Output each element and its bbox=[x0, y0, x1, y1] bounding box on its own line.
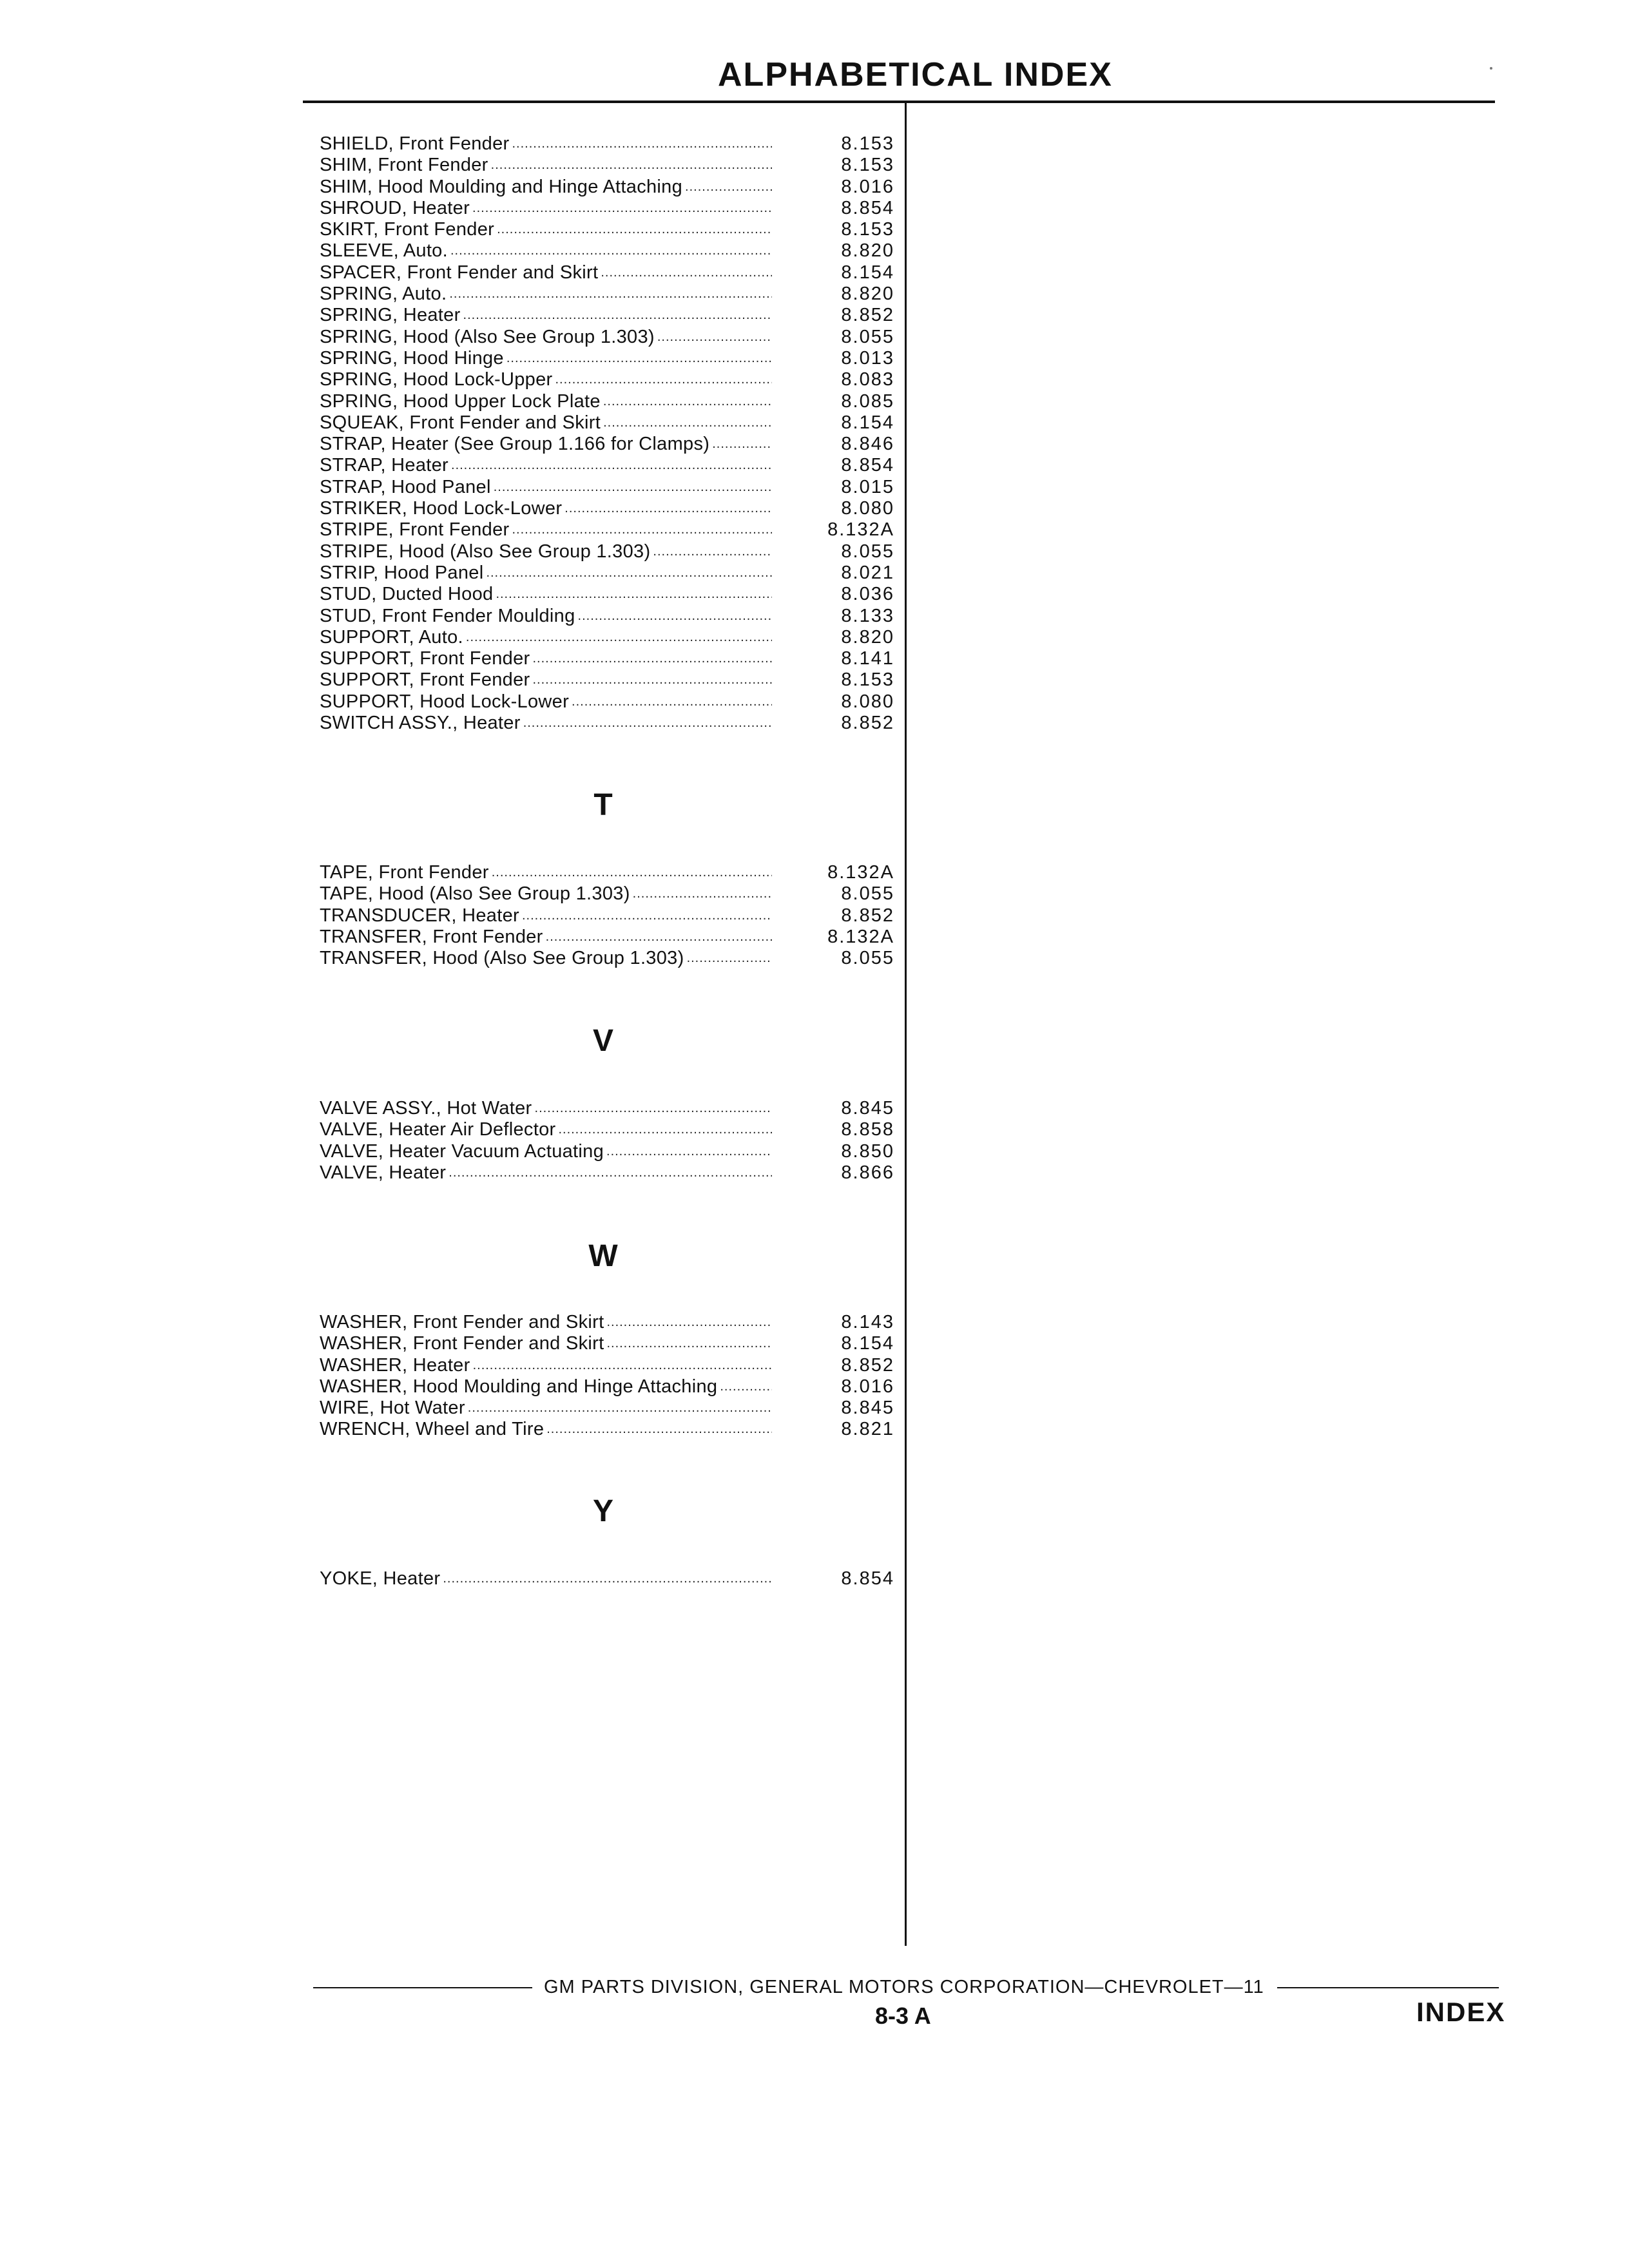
dot-leader bbox=[712, 434, 772, 455]
dot-leader bbox=[603, 412, 772, 434]
dot-leader bbox=[603, 391, 772, 412]
entry-label: SHIM, Hood Moulding and Hinge Attaching bbox=[320, 176, 683, 197]
entry-label: SKIRT, Front Fender bbox=[320, 219, 495, 240]
entry-page-ref: 8.013 bbox=[841, 347, 894, 369]
entry-page-ref: 8.015 bbox=[841, 476, 894, 497]
index-entry bbox=[320, 305, 894, 326]
entry-page-ref: 8.153 bbox=[841, 133, 894, 154]
entry-page-ref: 8.132A bbox=[827, 926, 894, 947]
dot-leader bbox=[578, 606, 772, 627]
entry-label: VALVE, Heater Air Deflector bbox=[320, 1119, 556, 1140]
entry-label: WIRE, Hot Water bbox=[320, 1398, 465, 1419]
entry-page-ref: 8.083 bbox=[841, 369, 894, 390]
dot-leader bbox=[546, 927, 772, 948]
letter-heading-w: W bbox=[588, 1239, 618, 1273]
entry-label: VALVE ASSY., Hot Water bbox=[320, 1098, 532, 1119]
scan-speck bbox=[1490, 67, 1492, 70]
page-number: 8-3 A bbox=[875, 2003, 931, 2029]
index-entry bbox=[320, 498, 894, 519]
index-entry bbox=[320, 219, 894, 240]
entry-label: SLEEVE, Auto. bbox=[320, 240, 448, 262]
index-entry bbox=[320, 905, 894, 927]
entry-label: WASHER, Heater bbox=[320, 1354, 470, 1376]
index-entry bbox=[320, 927, 894, 948]
index-entry bbox=[320, 348, 894, 369]
entry-page-ref: 8.866 bbox=[841, 1162, 894, 1183]
entry-page-ref: 8.055 bbox=[841, 883, 894, 905]
index-entry bbox=[320, 391, 894, 412]
index-entry bbox=[320, 455, 894, 476]
column-divider bbox=[905, 103, 907, 1946]
entry-label: VALVE, Heater bbox=[320, 1162, 447, 1183]
dot-leader bbox=[558, 1119, 772, 1140]
entry-label: WRENCH, Wheel and Tire bbox=[320, 1419, 545, 1440]
index-entry bbox=[320, 606, 894, 627]
entry-page-ref: 8.154 bbox=[841, 1333, 894, 1354]
letter-heading-v: V bbox=[592, 1024, 613, 1058]
index-entry bbox=[320, 1376, 894, 1398]
dot-leader bbox=[472, 198, 772, 219]
entry-page-ref: 8.854 bbox=[841, 197, 894, 218]
index-section-w bbox=[320, 1312, 894, 1441]
index-entry bbox=[320, 669, 894, 691]
dot-leader bbox=[468, 1398, 772, 1419]
dot-leader bbox=[491, 155, 772, 176]
entry-page-ref: 8.132A bbox=[827, 519, 894, 541]
index-entry bbox=[320, 198, 894, 219]
dot-leader bbox=[533, 648, 773, 669]
entry-page-ref: 8.143 bbox=[841, 1312, 894, 1332]
index-entry bbox=[320, 1333, 894, 1354]
entry-page-ref: 8.858 bbox=[841, 1119, 894, 1140]
title-rule bbox=[303, 101, 1495, 103]
index-entry bbox=[320, 627, 894, 648]
dot-leader bbox=[685, 177, 772, 198]
entry-page-ref: 8.852 bbox=[841, 905, 894, 926]
entry-label: SHIELD, Front Fender bbox=[320, 133, 510, 154]
index-entry bbox=[320, 177, 894, 198]
entry-page-ref: 8.021 bbox=[841, 562, 894, 583]
entry-page-ref: 8.153 bbox=[841, 669, 894, 691]
entry-page-ref: 8.016 bbox=[841, 176, 894, 197]
dot-leader bbox=[512, 519, 773, 541]
entry-page-ref: 8.821 bbox=[841, 1419, 894, 1440]
index-entry bbox=[320, 284, 894, 305]
entry-page-ref: 8.850 bbox=[841, 1140, 894, 1162]
entry-page-ref: 8.820 bbox=[841, 626, 894, 648]
dot-leader bbox=[449, 284, 772, 305]
index-entry bbox=[320, 412, 894, 434]
entry-page-ref: 8.080 bbox=[841, 498, 894, 519]
entry-label: STRAP, Heater bbox=[320, 455, 449, 476]
entry-page-ref: 8.820 bbox=[841, 240, 894, 262]
footer-rule-right bbox=[1277, 1987, 1499, 1988]
entry-label: STRIP, Hood Panel bbox=[320, 562, 484, 583]
dot-leader bbox=[601, 262, 772, 284]
footer-rule-left bbox=[313, 1987, 532, 1988]
entry-page-ref: 8.016 bbox=[841, 1376, 894, 1397]
entry-page-ref: 8.055 bbox=[841, 541, 894, 562]
dot-leader bbox=[555, 369, 772, 390]
entry-label: TRANSDUCER, Heater bbox=[320, 905, 519, 926]
entry-page-ref: 8.133 bbox=[841, 605, 894, 626]
entry-label: SPRING, Hood (Also See Group 1.303) bbox=[320, 326, 655, 347]
entry-label: SUPPORT, Front Fender bbox=[320, 669, 530, 691]
dot-leader bbox=[486, 562, 772, 584]
entry-label: SPRING, Hood Upper Lock Plate bbox=[320, 390, 601, 412]
index-section-t bbox=[320, 862, 894, 969]
entry-page-ref: 8.852 bbox=[841, 305, 894, 326]
letter-heading-y: Y bbox=[592, 1494, 613, 1528]
dot-leader bbox=[535, 1098, 772, 1119]
index-entry bbox=[320, 155, 894, 176]
entry-label: STUD, Front Fender Moulding bbox=[320, 605, 575, 626]
entry-label: TAPE, Front Fender bbox=[320, 862, 489, 883]
entry-label: SPRING, Hood Lock-Upper bbox=[320, 369, 553, 390]
dot-leader bbox=[473, 1355, 772, 1376]
dot-leader bbox=[512, 133, 773, 155]
dot-leader bbox=[496, 584, 772, 605]
dot-leader bbox=[606, 1141, 772, 1162]
dot-leader bbox=[522, 905, 772, 927]
entry-page-ref: 8.845 bbox=[841, 1398, 894, 1419]
dot-leader bbox=[606, 1312, 772, 1333]
entry-page-ref: 8.153 bbox=[841, 155, 894, 176]
index-entry bbox=[320, 1098, 894, 1119]
index-section-s bbox=[320, 133, 894, 734]
index-entry bbox=[320, 1141, 894, 1162]
entry-label: STRIKER, Hood Lock-Lower bbox=[320, 498, 563, 519]
entry-page-ref: 8.141 bbox=[841, 648, 894, 669]
index-entry bbox=[320, 584, 894, 605]
index-entry bbox=[320, 541, 894, 562]
entry-label: WASHER, Front Fender and Skirt bbox=[320, 1333, 604, 1354]
index-entry bbox=[320, 133, 894, 155]
index-entry bbox=[320, 562, 894, 584]
dot-leader bbox=[606, 1333, 772, 1354]
index-section-v bbox=[320, 1098, 894, 1184]
entry-page-ref: 8.854 bbox=[841, 1568, 894, 1589]
index-entry bbox=[320, 1398, 894, 1419]
index-entry bbox=[320, 1568, 894, 1590]
dot-leader bbox=[466, 627, 772, 648]
dot-leader bbox=[653, 541, 772, 562]
dot-leader bbox=[450, 240, 772, 262]
entry-page-ref: 8.854 bbox=[841, 455, 894, 476]
index-entry bbox=[320, 1419, 894, 1440]
dot-leader bbox=[494, 477, 772, 498]
entry-label: STRAP, Hood Panel bbox=[320, 476, 491, 497]
entry-label: SUPPORT, Auto. bbox=[320, 626, 463, 648]
index-entry bbox=[320, 477, 894, 498]
dot-leader bbox=[720, 1376, 772, 1398]
index-entry bbox=[320, 1119, 894, 1140]
entry-page-ref: 8.846 bbox=[841, 434, 894, 455]
dot-leader bbox=[443, 1568, 772, 1590]
dot-leader bbox=[463, 305, 772, 326]
entry-page-ref: 8.132A bbox=[827, 862, 894, 883]
entry-page-ref: 8.153 bbox=[841, 219, 894, 240]
entry-label: SPRING, Hood Hinge bbox=[320, 347, 504, 369]
index-entry bbox=[320, 883, 894, 905]
entry-label: SWITCH ASSY., Heater bbox=[320, 713, 521, 734]
entry-label: SPRING, Heater bbox=[320, 305, 461, 326]
entry-label: TAPE, Hood (Also See Group 1.303) bbox=[320, 883, 630, 905]
dot-leader bbox=[523, 713, 772, 734]
entry-page-ref: 8.852 bbox=[841, 1354, 894, 1376]
index-entry bbox=[320, 648, 894, 669]
index-entry bbox=[320, 327, 894, 348]
letter-heading-t: T bbox=[593, 788, 613, 822]
dot-leader bbox=[657, 327, 772, 348]
entry-label: SPACER, Front Fender and Skirt bbox=[320, 262, 599, 283]
index-entry bbox=[320, 713, 894, 734]
entry-label: SUPPORT, Hood Lock-Lower bbox=[320, 691, 570, 712]
dot-leader bbox=[572, 691, 772, 713]
index-entry bbox=[320, 862, 894, 883]
entry-page-ref: 8.154 bbox=[841, 262, 894, 283]
entry-page-ref: 8.055 bbox=[841, 326, 894, 347]
index-entry bbox=[320, 369, 894, 390]
entry-label: YOKE, Heater bbox=[320, 1568, 441, 1589]
entry-label: VALVE, Heater Vacuum Actuating bbox=[320, 1140, 604, 1162]
index-entry bbox=[320, 519, 894, 541]
entry-label: SPRING, Auto. bbox=[320, 284, 447, 305]
dot-leader bbox=[506, 348, 772, 369]
entry-label: SHROUD, Heater bbox=[320, 197, 470, 218]
dot-leader bbox=[497, 219, 772, 240]
index-entry bbox=[320, 1312, 894, 1333]
entry-page-ref: 8.085 bbox=[841, 390, 894, 412]
entry-label: SUPPORT, Front Fender bbox=[320, 648, 530, 669]
entry-page-ref: 8.036 bbox=[841, 584, 894, 605]
entry-label: WASHER, Front Fender and Skirt bbox=[320, 1312, 604, 1332]
entry-label: STRAP, Heater (See Group 1.166 for Clamps) bbox=[320, 434, 710, 455]
entry-page-ref: 8.852 bbox=[841, 713, 894, 734]
entry-label: SHIM, Front Fender bbox=[320, 155, 488, 176]
dot-leader bbox=[687, 948, 772, 969]
index-entry bbox=[320, 1162, 894, 1184]
entry-label: TRANSFER, Front Fender bbox=[320, 926, 543, 947]
entry-page-ref: 8.080 bbox=[841, 691, 894, 712]
dot-leader bbox=[564, 498, 772, 519]
entry-page-ref: 8.820 bbox=[841, 284, 894, 305]
index-entry bbox=[320, 434, 894, 455]
entry-page-ref: 8.845 bbox=[841, 1098, 894, 1119]
entry-label: WASHER, Hood Moulding and Hinge Attaching bbox=[320, 1376, 718, 1397]
dot-leader bbox=[533, 669, 773, 691]
entry-page-ref: 8.055 bbox=[841, 948, 894, 969]
dot-leader bbox=[448, 1162, 772, 1184]
entry-label: STUD, Ducted Hood bbox=[320, 584, 494, 605]
index-section-y bbox=[320, 1568, 894, 1590]
entry-label: STRIPE, Front Fender bbox=[320, 519, 510, 541]
entry-page-ref: 8.154 bbox=[841, 412, 894, 433]
entry-label: TRANSFER, Hood (Also See Group 1.303) bbox=[320, 948, 684, 969]
page-title: ALPHABETICAL INDEX bbox=[718, 56, 1113, 93]
dot-leader bbox=[451, 455, 772, 476]
dot-leader bbox=[546, 1419, 772, 1440]
dot-leader bbox=[633, 883, 772, 905]
index-entry bbox=[320, 691, 894, 713]
index-entry bbox=[320, 948, 894, 969]
entry-label: STRIPE, Hood (Also See Group 1.303) bbox=[320, 541, 651, 562]
footer-publisher: GM PARTS DIVISION, GENERAL MOTORS CORPORATION—CHEVROLET—11 bbox=[544, 1977, 1264, 1997]
section-label: INDEX bbox=[1416, 1997, 1506, 2027]
index-entry bbox=[320, 1355, 894, 1376]
entry-label: SQUEAK, Front Fender and Skirt bbox=[320, 412, 601, 433]
index-entry bbox=[320, 262, 894, 284]
index-entry bbox=[320, 240, 894, 262]
dot-leader bbox=[492, 862, 772, 883]
